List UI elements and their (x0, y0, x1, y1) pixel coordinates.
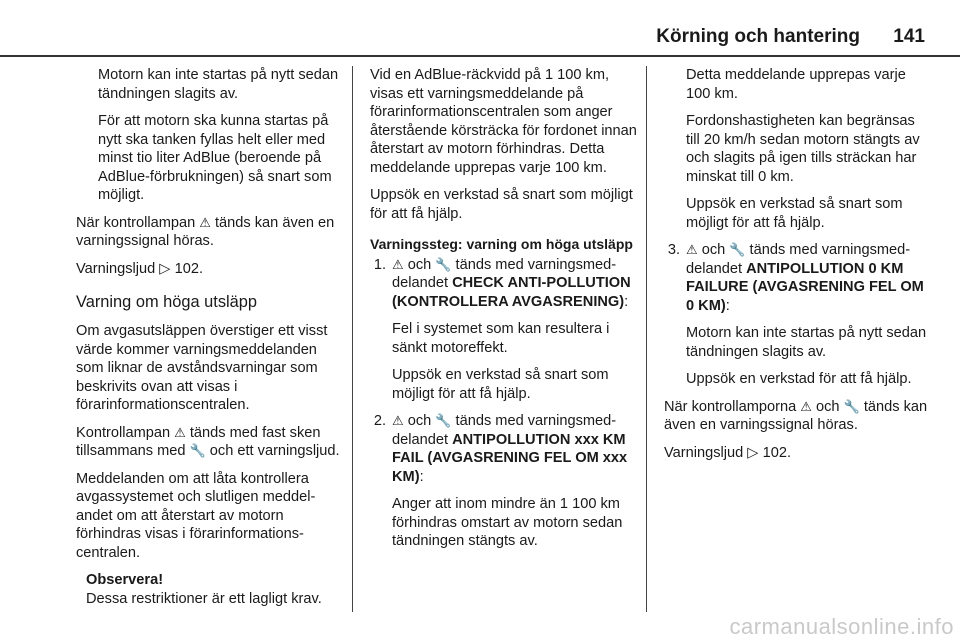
sub-heading: Varningssteg: varning om höga utsläpp (370, 236, 633, 252)
page-reference-icon: ▷ (747, 444, 759, 461)
engine-warning-icon: ⚠ (686, 242, 698, 257)
page-header (0, 26, 960, 62)
paragraph: Fel i systemet som kan resultera i sänkt motoreffekt. (392, 321, 610, 356)
page-reference-icon: ▷ (159, 260, 171, 277)
paragraph: Om avgasutsläppen överstiger ett visst värde kommer varningsmeddelanden som liknar de avståndsvarningar som beskrivits ovan att visas i förarinformationscentralen. (76, 323, 328, 413)
paragraph: Uppsök en verkstad för att få hjälp. (686, 371, 912, 387)
page-number: 141 (893, 26, 925, 47)
page-reference-link[interactable]: 102. (762, 444, 791, 461)
paragraph: För att motorn ska kunna startas på nytt ska tanken fyllas helt eller med minst tio liter AdBlue (beroende på AdBlue-förbrukningen) så snart som möjligt. (98, 113, 332, 203)
page-title: Körning och hantering (656, 26, 860, 47)
wrench-icon: 🔧 (435, 256, 452, 272)
paragraph: Kontrollampan ⚠ tänds med fast sken tillsammans med 🔧 och ett varningsljud. (76, 424, 340, 459)
list-item: 3. ⚠ och 🔧 tänds med varningsmeddelandet ANTIPOLLUTION 0 KM FAILURE (AVGASRENING FEL OM 0 KM): Motorn kan inte startas på nytt sedan tändningen slagits av. Uppsök en verkstad för att få hjälp. (664, 241, 930, 389)
paragraph: Motorn kan inte startas på nytt sedan tändningen slagits av. (686, 325, 927, 360)
section-heading: Varning om höga utsläpp (76, 293, 258, 311)
list-number: 1. (373, 256, 386, 273)
paragraph: Vid en AdBlue-räckvidd på 1 100 km, visas ett varningsmeddelande på förarinformationscentralen som anger återstående körsträcka för fordonet innan återstart av motorn förhindras. Detta meddelande upprepas varje 100 km. (370, 67, 637, 176)
paragraph: När kontrollamporna ⚠ och 🔧 tänds kan även en varningssignal höras. (664, 398, 928, 433)
wrench-icon: 🔧 (435, 413, 452, 428)
page-reference-link[interactable]: 102. (174, 260, 203, 277)
note-text: Dessa restriktioner är ett lagligt krav. (86, 590, 322, 607)
paragraph: Anger att inom mindre än 1 100 km förhindras omstart av motorn sedan tändningen stängts av. (392, 496, 623, 549)
engine-warning-icon: ⚠ (199, 214, 211, 230)
warning-message: CHECK ANTI-POLLUTION (KONTROLLERA AVGASRENING) (392, 275, 631, 310)
column-right (664, 66, 930, 471)
engine-warning-icon: ⚠ (800, 398, 812, 414)
wrench-icon: 🔧 (843, 398, 860, 414)
paragraph: Varningsljud ▷ 102. (664, 444, 791, 461)
paragraph: Detta meddelande upprepas varje 100 km. (686, 67, 906, 102)
paragraph: Uppsök en verkstad så snart som möjligt för att få hjälp. (392, 367, 609, 402)
wrench-icon: 🔧 (189, 443, 206, 458)
paragraph: Meddelanden om att låta kontrollera avgassystemet och slutligen meddelandet om att återstart av motorn förhindras visas i förarinformationscentralen. (76, 470, 316, 561)
list-number: 2. (373, 413, 386, 429)
paragraph: När kontrollampan ⚠ tänds kan även en varningssignal höras. (76, 214, 335, 249)
list-item: 1. ⚠ och 🔧 tänds med varningsmeddelandet CHECK ANTI-POLLUTION (KONTROLLERA AVGASRENING): Fel i systemet som kan resultera i sänkt motoreffekt. Uppsök en verkstad så snart som möjligt för att få hjälp. (370, 256, 638, 404)
engine-warning-icon: ⚠ (392, 256, 404, 272)
watermark: carmanualsonline.info (729, 614, 954, 639)
warning-message: ANTIPOLLUTION xxx KM FAIL (AVGASRENING FEL OM xxx KM) (392, 431, 628, 485)
list-number: 3. (667, 242, 680, 258)
warning-message: ANTIPOLLUTION 0 KM FAILURE (AVGASRENING FEL OM 0 KM) (686, 260, 924, 314)
paragraph: Varningsljud ▷ 102. (76, 260, 203, 277)
note-title: Observera! (86, 572, 164, 588)
column-divider (352, 66, 353, 612)
column-middle (370, 66, 638, 560)
wrench-icon: 🔧 (729, 242, 746, 257)
column-divider (646, 66, 647, 612)
paragraph: Motorn kan inte startas på nytt sedan tändningen slagits av. (98, 67, 339, 102)
column-left (76, 66, 344, 617)
engine-warning-icon: ⚠ (392, 413, 404, 428)
paragraph: Fordonshastigheten kan begränsas till 20 km/h sedan motorn stängts av och slagits på igen tills sträckan har minskat till 0 km. (686, 113, 920, 185)
header-divider (0, 55, 960, 57)
engine-warning-icon: ⚠ (174, 424, 186, 440)
paragraph: Uppsök en verkstad så snart som möjligt för att få hjälp. (686, 196, 903, 231)
note-box (86, 571, 344, 608)
paragraph: Uppsök en verkstad så snart som möjligt för att få hjälp. (370, 187, 633, 222)
list-item: 2. ⚠ och 🔧 tänds med varningsmeddelandet ANTIPOLLUTION xxx KM FAIL (AVGASRENING FEL OM xxx KM): Anger att inom mindre än 1 100 km förhindras omstart av motorn sedan tändningen stängts av. (370, 412, 638, 551)
